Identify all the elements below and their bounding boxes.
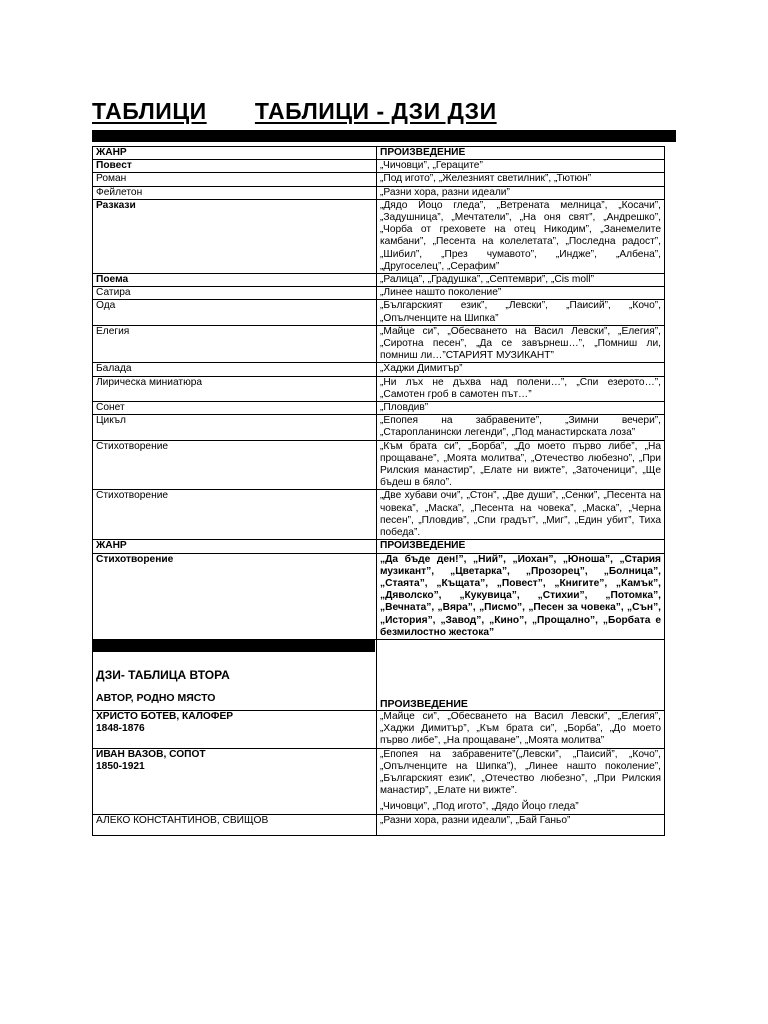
genre-table	[92, 146, 665, 836]
works-text: „Епопея на забравените”(„Левски”, „Паисий”, „Кочо”, „Опълченците на Шипка”), „Линее нашто поколение”, „Българският език”, „Отечество любезно”, „При Рилския манастир”, „Елате ни вижте”.	[380, 748, 661, 797]
genre-cell: Стихотворение	[93, 553, 377, 639]
works-cell	[377, 814, 665, 835]
genre-cell: Сонет	[93, 402, 377, 415]
table-row	[93, 300, 665, 325]
work-cell: „Две хубави очи”, „Стон”, „Две души”, „Сенки”, „Песента на човека”, „Маска”, „Песента на човека”, „Маска”, „Черна песен”, „Пловдив”, „Спи градът”, „Миг”, „Един убит”, Тиха победа”.	[377, 490, 665, 540]
table-row	[93, 325, 665, 363]
author-cell	[93, 814, 377, 835]
author-row	[93, 814, 665, 835]
author-row	[93, 710, 665, 748]
table-row	[93, 363, 665, 376]
author-name: АЛЕКО КОНСТАНТИНОВ, СВИЩОВ	[96, 814, 269, 826]
author-name: ХРИСТО БОТЕВ, КАЛОФЕР	[96, 710, 234, 722]
works-cell	[377, 748, 665, 814]
genre-cell: Ода	[93, 300, 377, 325]
work-cell: „Към брата си”, „Борба”, „До моето първо либе”, „На прощаване”, „Моята молитва”, „Отечество любезно”, „При Рилския манастир”, „Елате ни вижте”, „Заточеници”, „Ще бъдеш в бяло”.	[377, 440, 665, 490]
genre-cell: Сатира	[93, 287, 377, 300]
genre-cell: Роман	[93, 173, 377, 186]
author-cell	[93, 748, 377, 814]
work-cell: „Ни лъх не дъхва над полени…”, „Спи езерото…”, „Самотен гроб в самотен път…”	[377, 376, 665, 401]
table-row	[93, 186, 665, 199]
table-row	[93, 199, 665, 273]
page-title	[92, 96, 692, 126]
genre-cell: Лирическа миниатюра	[93, 376, 377, 401]
header2-genre: ЖАНР	[93, 540, 377, 553]
black-divider-bar	[92, 130, 676, 142]
table-row	[93, 160, 665, 173]
work-cell: „Разни хора, разни идеали”	[377, 186, 665, 199]
header-genre: ЖАНР	[93, 147, 377, 160]
author-row	[93, 748, 665, 814]
work-cell: „Под игото”, „Железният светилник”, „Тютюн”	[377, 173, 665, 186]
genre-cell: Повест	[93, 160, 377, 173]
table-header-row-2	[93, 540, 665, 553]
genre-cell: Поема	[93, 274, 377, 287]
works-text-2: „Чичовци”, „Под игото”, „Дядо Йоцо гледа”	[380, 801, 579, 813]
table-row	[93, 274, 665, 287]
table-header-row	[93, 147, 665, 160]
author-years: 1848-1876	[96, 723, 145, 735]
work-cell: „Хаджи Димитър”	[377, 363, 665, 376]
genre-cell: Фейлетон	[93, 186, 377, 199]
work-cell: „Епопея на забравените”, „Зимни вечери”, „Старопланински легенди”, „Под манастирската лоза”	[377, 415, 665, 440]
work-cell: „Линее нашто поколение”	[377, 287, 665, 300]
section2-title-cell	[93, 639, 377, 710]
author-cell	[93, 710, 377, 748]
work-cell: „Дядо Йоцо гледа”, „Ветрената мелница”, „Косачи”, „Задушница”, „Мечтатели”, „На оня свят”, „Андрешко”, „Чорба от греховете на отец Никодим”, „Занемелите камбани”, „Песента на колелетата”, „Последна радост”, „Шибил”, „През чумавото”, „Индже”, „Албена”, „Другоселец”, „Серафим”	[377, 199, 665, 273]
header-work: ПРОИЗВЕДЕНИЕ	[377, 147, 665, 160]
title-right: ТАБЛИЦИ - ДЗИ ДЗИ	[254, 98, 497, 124]
work-cell: „Българският език”, „Левски”, „Паисий”, „Кочо”, „Опълченците на Шипка”	[377, 300, 665, 325]
table-row	[93, 490, 665, 540]
title-left: ТАБЛИЦИ	[92, 98, 207, 124]
author-column-header: АВТОР, РОДНО МЯСТО	[96, 691, 216, 704]
genre-cell: Стихотворение	[93, 440, 377, 490]
table-row	[93, 173, 665, 186]
genre-cell: Елегия	[93, 325, 377, 363]
genre-cell: Разкази	[93, 199, 377, 273]
table-row	[93, 440, 665, 490]
genre-cell: Цикъл	[93, 415, 377, 440]
work-cell: „Пловдив”	[377, 402, 665, 415]
work-cell: „Чичовци”, „Гераците”	[377, 160, 665, 173]
table-row	[93, 415, 665, 440]
work-cell: „Майце си”, „Обесването на Васил Левски”, „Елегия”, „Сиротна песен”, „Да се завърнеш…”, „Помниш ли, помниш ли…”СТАРИЯТ МУЗИКАНТ”	[377, 325, 665, 363]
section2-work-head-cell	[377, 639, 665, 710]
work-cell: „Ралица”, „Градушка”, „Септември”, „Cis moll”	[377, 274, 665, 287]
table-row	[93, 287, 665, 300]
genre-cell: Балада	[93, 363, 377, 376]
works-cell	[377, 710, 665, 748]
work-column-header: ПРОИЗВЕДЕНИЕ	[380, 697, 468, 710]
genre-cell: Стихотворение	[93, 490, 377, 540]
table-row	[93, 553, 665, 639]
section2-title: ДЗИ- ТАБЛИЦА ВТОРА	[96, 667, 230, 682]
author-years: 1850-1921	[96, 760, 145, 772]
section2-header-row	[93, 639, 665, 710]
section-black-bar	[93, 640, 375, 652]
work-cell: „Да бъде ден!”, „Ний”, „Иохан”, „Юноша”, „Стария музикант”, „Цветарка”, „Прозорец”, „Болница”, „Стаята”, „Къщата”, „Повест”, „Книгите”, „Камък”, „Дяволско”, „Кукувица”, „Стихии”, „Потомка”, „Вечната”, „Вяра”, „Писмо”, „Песен за човека”, „Сън”, „История”, „Завод”, „Кино”, „Прощално”, „Борбата е безмилостно жестока”	[377, 553, 665, 639]
author-name: ИВАН ВАЗОВ, СОПОТ	[96, 748, 206, 760]
table-row	[93, 402, 665, 415]
header2-work: ПРОИЗВЕДЕНИЕ	[377, 540, 665, 553]
works-text: „Майце си”, „Обесването на Васил Левски”, „Елегия”, „Хаджи Димитър”, „Към брата си”, „Борба”, „До моето първо либе”, „На прощаване”, „Моята молитва”	[380, 710, 661, 747]
works-text: „Разни хора, разни идеали”, „Бай Ганьо”	[380, 814, 571, 826]
table-row	[93, 376, 665, 401]
